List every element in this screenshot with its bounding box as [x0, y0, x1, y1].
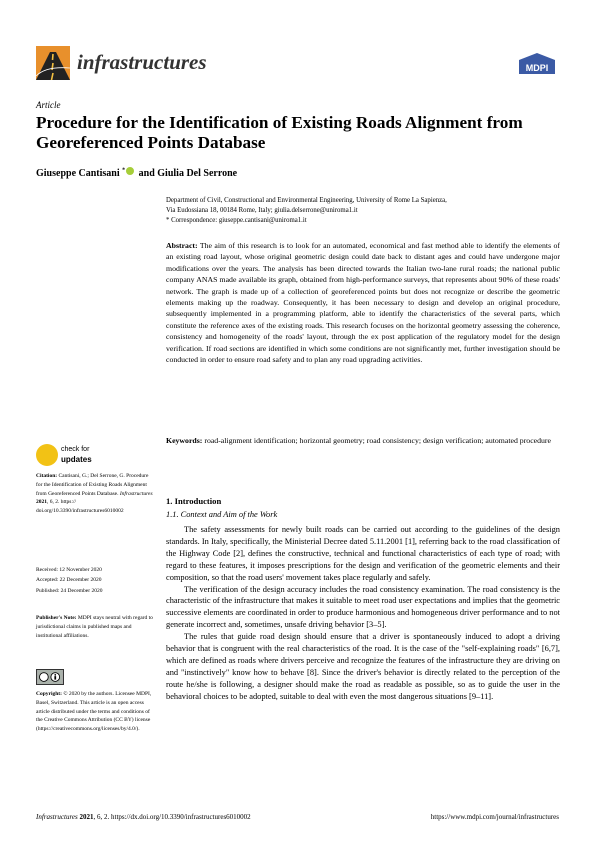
check-updates-icon: [36, 444, 58, 466]
affiliation: [166, 196, 560, 226]
citation-text: Cantisani, G.; Del Serrone, G. Procedure for the Identification of Existing Roads Alignment from Georeferenced Points Database.: [36, 473, 149, 497]
copyright-block: [36, 690, 156, 734]
cc-by-license-icon[interactable]: [36, 669, 64, 685]
accepted-date: Accepted: 22 December 2020: [36, 577, 102, 584]
article-title: Procedure for the Identification of Existing Roads Alignment from Georeferenced Points Database: [36, 113, 523, 152]
subsection-heading: 1.1. Context and Aim of the Work: [166, 510, 278, 519]
check-updates-line-1: check for: [61, 446, 90, 453]
citation-block: [36, 472, 156, 516]
correspondence-email[interactable]: giuseppe.cantisani@uniroma1.it: [218, 217, 307, 224]
author-1[interactable]: Giuseppe Cantisani: [36, 168, 120, 179]
abstract-text: The aim of this research is to look for an automated, economical and fast method able to identify the elements of an existing road layout, whose original geometric design could date back to distant ages and could have undergone major modifications over the years. The analysis has been directed towards the Italian two-lane rural roads; the national public company ANAS made available its graph, obtained from high-performance surveys, that represents about 90% of these roads' network. The graph is made up of a collection of georeferenced points but does not recognize or describe the geometric elements making up the roadway. Consequently, it has been necessary to design and develop an original procedure, subsequently implemented in a programming platform, able to identify the characteristics of the several parts, which constitute the reference axes of the existing roads. This research focuses on the horizontal geometry assessing the coherence, consistency and homogeneity of the roads' layout, through the ex post application of the regulatory model for the design verification. If road sections are identified in which some conditions are not significantly met, further investigation should be conducted in order to ensure road safety and to plan any road upgrading activities.: [166, 241, 560, 365]
affiliation-line-2: Via Eudossiana 18, 00184 Rome, Italy; giulia.delserrone@uniroma1.it: [166, 207, 358, 214]
footer-doi[interactable]: , 6, 2. https://dx.doi.org/10.3390/infrastructures6010002: [93, 813, 251, 821]
citation-journal: Infrastructures: [119, 490, 153, 497]
citation-year: 2021: [36, 499, 47, 506]
correspondence: [166, 216, 560, 226]
check-updates-line-2: updates: [61, 455, 92, 464]
received-date: Received: 12 November 2020: [36, 567, 102, 573]
copyright-label: Copyright:: [36, 691, 62, 697]
published-date: Published: 24 December 2020: [36, 587, 103, 594]
corresponding-mark: *: [122, 167, 126, 174]
citation-doi-link[interactable]: doi.org/10.3390/infrastructures6010002: [36, 508, 124, 515]
footer-journal-url[interactable]: https://www.mdpi.com/journal/infrastructures: [430, 813, 559, 821]
paragraph-2: The verification of the design accuracy includes the road consistency examination. The road consistency is the characteristic of the infrastructure that makes it suitable to meet road user expectations and implies that the geometric successive elements are coordinated in order to produce harmonious and homogeneous driver performance and to not generate incorrect and, sometimes, unsafe driving behavior [3–5].: [166, 584, 560, 630]
author-conjunction: and: [138, 168, 155, 179]
journal-road-logo-icon: [36, 46, 70, 80]
keywords-label: Keywords:: [166, 436, 203, 445]
footer-year: 2021: [79, 813, 94, 821]
journal-name: infrastructures: [77, 50, 207, 74]
keywords-text: road-alignment identification; horizontal geometry; road consistency; design verification; automated procedure: [204, 436, 551, 445]
paragraph-1: The safety assessments for newly built roads can be carried out according to the guidelines of the design standards. In Italy, specifically, the Ministerial Decree dated 5.11.2001 [1], referring back to the road classification of the Highway Code [2], defines the constructive, technical and functional characteristics of each type of road; with regard to these features, it imposes prescriptions for the design and verification of the geometric elements and their composition, so that the road users' movement takes place regularly and safely.: [166, 525, 560, 582]
footer-journal: Infrastructures: [36, 813, 78, 821]
paragraph-3: The rules that guide road design should ensure that a driver is spontaneously induced to adopt a driving behavior that is congruent with the real characteristics of the road. It is the case of the "self-explaining roads" [6,7], which are defined as roads where drivers perceive and recognize the features of the infrastructure they are driving on and "instinctively" know how to behave [8]. Since the driver's behavior is directly related to the perception of the route he/she is following, a designer should make the road as readable as possible, so as to guide the user in the behavioral choices to be adopted, suitable to deal with even the most dangerous situations [9–11].: [166, 632, 560, 701]
publisher-note: [36, 614, 156, 640]
mdpi-logo-icon[interactable]: [516, 52, 558, 76]
footer-citation: [36, 813, 251, 821]
check-for-updates-button[interactable]: [36, 444, 124, 470]
correspondence-label: * Correspondence:: [166, 217, 218, 224]
author-list: [36, 167, 237, 179]
citation-label: Citation:: [36, 473, 58, 479]
copyright-text: © 2020 by the authors. Licensee MDPI, Basel, Switzerland. This article is an open access article distributed under the terms and conditions of the Creative Commons Attribution (CC BY) license (https://creativecommons.org/licenses/by/4.0/).: [36, 691, 152, 733]
author-2[interactable]: Giulia Del Serrone: [157, 168, 238, 179]
publisher-note-label: Publisher's Note:: [36, 615, 77, 621]
citation-volume: , 6, 2. https://: [47, 499, 77, 506]
orcid-icon[interactable]: [126, 167, 134, 175]
abstract-label: Abstract:: [166, 241, 198, 250]
body-text: [166, 524, 560, 703]
publisher-note-text: MDPI stays neutral with regard to jurisdictional claims in published maps and institutional affiliations.: [36, 615, 153, 639]
abstract: [166, 240, 560, 365]
section-heading: 1. Introduction: [166, 496, 222, 506]
keywords: [166, 435, 560, 446]
article-type: Article: [36, 100, 61, 110]
svg-text:MDPI: MDPI: [525, 63, 549, 73]
publication-dates: [36, 566, 156, 597]
affiliation-line-1: Department of Civil, Constructional and Environmental Engineering, University of Rome La Sapienza,: [166, 197, 447, 204]
